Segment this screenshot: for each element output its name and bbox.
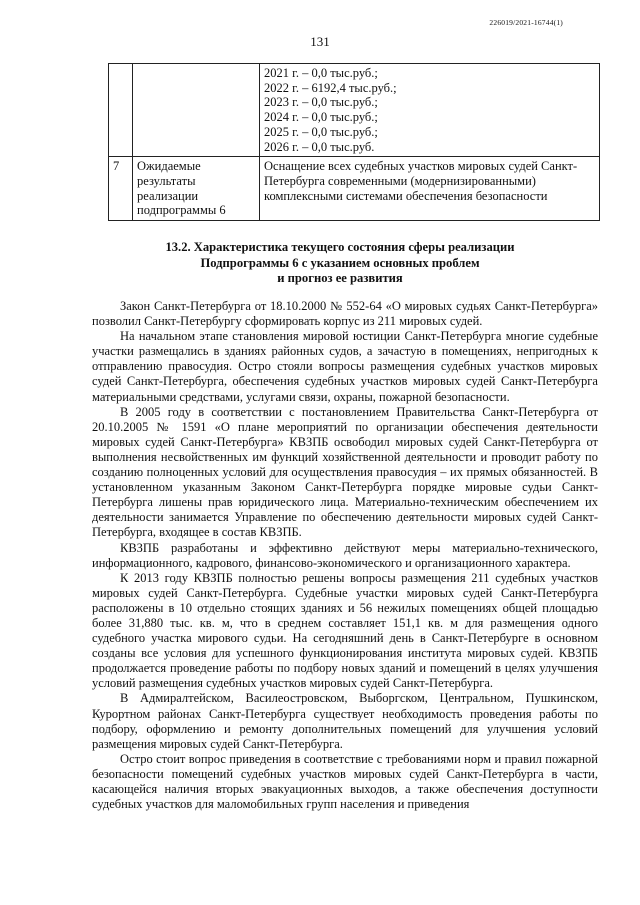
section-heading	[100, 240, 580, 287]
paragraph: Остро стоит вопрос приведения в соответствие с требованиями норм и правил пожарной безопасности помещений судебных участков мировых судей Санкт-Петербурга в части, касающейся наличия вторых эвакуационных выходов, а также обеспечения доступности судебных участков для маломобильных групп населения и приведения	[92, 751, 598, 812]
row-label-cell	[133, 64, 260, 157]
funding-line-2025: 2025 г. – 0,0 тыс.руб.;	[264, 124, 378, 139]
paragraph: В 2005 году в соответствии с постановлением Правительства Санкт-Петербурга от 20.10.2005 № 1591 «О плане мероприятий по организации обеспечения деятельности мировых судей Санкт-Петербурга» КВЗПБ освободил мировых судей Санкт-Петербурга от выполнения несвойственных им функций хозяйственной деятельности и проводит работу по созданию полноценных условий для осуществления правосудия – их прямых обязанностей. В установленном указанным Законом Санкт-Петербурга порядке мировые судьи Санкт-Петербурга лишены прав юридического лица. Материально-техническим обеспечением их деятельности занимается Управление по обеспечению деятельности мировых судей Санкт-Петербурга, входящее в состав КВЗПБ.	[92, 404, 598, 540]
page-number: 131	[310, 34, 330, 49]
paragraph: КВЗПБ разработаны и эффективно действуют меры материально-технического, информационного, кадрового, финансово-экономического и организационного характера.	[92, 540, 598, 570]
paragraph: Закон Санкт-Петербурга от 18.10.2000 № 552-64 «О мировых судьях Санкт-Петербурга» позволил Санкт-Петербургу сформировать корпус из 211 мировых судей.	[92, 299, 598, 329]
section-heading-line: 13.2. Характеристика текущего состояния сферы реализации	[165, 240, 515, 254]
body-text	[92, 299, 598, 812]
table-row	[109, 64, 600, 157]
section-heading-line: и прогноз ее развития	[277, 271, 403, 286]
funding-line-2023: 2023 г. – 0,0 тыс.руб.;	[264, 95, 378, 110]
row-number-cell: 7	[109, 157, 133, 221]
row-label-line: реализации	[137, 188, 199, 203]
document-number: 226019/2021-16744(1)	[489, 18, 563, 27]
row-label-line: подпрограммы 6	[137, 203, 226, 218]
row-label-line: Ожидаемые	[137, 159, 201, 174]
row-number-cell	[109, 64, 133, 157]
funding-cell	[260, 64, 600, 157]
funding-line-2024: 2024 г. – 0,0 тыс.руб.;	[264, 110, 378, 125]
funding-line-2022: 2022 г. – 6192,4 тыс.руб.;	[264, 80, 397, 95]
subprogram-table	[108, 63, 600, 221]
row-label-line: результаты	[137, 173, 196, 188]
table-row	[109, 157, 600, 221]
expected-results-cell: Оснащение всех судебных участков мировых судей Санкт-Петербурга современными (модернизированными) комплексными системами обеспечения безопасности	[260, 157, 600, 221]
paragraph: На начальном этапе становления мировой юстиции Санкт-Петербурга многие судебные участки размещались в зданиях районных судов, а зачастую в помещениях, непригодных к отправлению правосудия. Остро стояли вопросы размещения судебных участков мировых судей Санкт-Петербурга, обеспечения судебных участков мировых судей Санкт-Петербурга материальными средствами, услугами связи, охраны, пожарной безопасности.	[92, 329, 598, 404]
paragraph: К 2013 году КВЗПБ полностью решены вопросы размещения 211 судебных участков мировых судей Санкт-Петербурга. Судебные участки мировых судей Санкт-Петербурга расположены в 10 отдельно стоящих зданиях и 56 нежилых помещениях общей площадью более 31,880 тыс. кв. м, что в среднем составляет 151,1 кв. м для размещения одного судебного участка мирового судьи. На сегодняшний день в Санкт-Петербурге в основном созданы все условия для успешного функционирования института мировых судей. КВЗПБ продолжается проведение работы по подбору новых зданий и помещений в целях улучшения условий размещения судебных участков мировых судей Санкт-Петербурга.	[92, 570, 598, 691]
row-label-cell	[133, 157, 260, 221]
section-heading-line: Подпрограммы 6 с указанием основных проблем	[200, 255, 480, 270]
paragraph: В Адмиралтейском, Василеостровском, Выборгском, Центральном, Пушкинском, Курортном районах Санкт-Петербурга существует необходимость проведения работы по подбору, оформлению и ремонту дополнительных помещений для улучшения условий размещения мировых судей Санкт-Петербурга.	[92, 691, 598, 751]
funding-line-2026: 2026 г. – 0,0 тыс.руб.	[264, 139, 375, 154]
funding-line-2021: 2021 г. – 0,0 тыс.руб.;	[264, 66, 378, 80]
